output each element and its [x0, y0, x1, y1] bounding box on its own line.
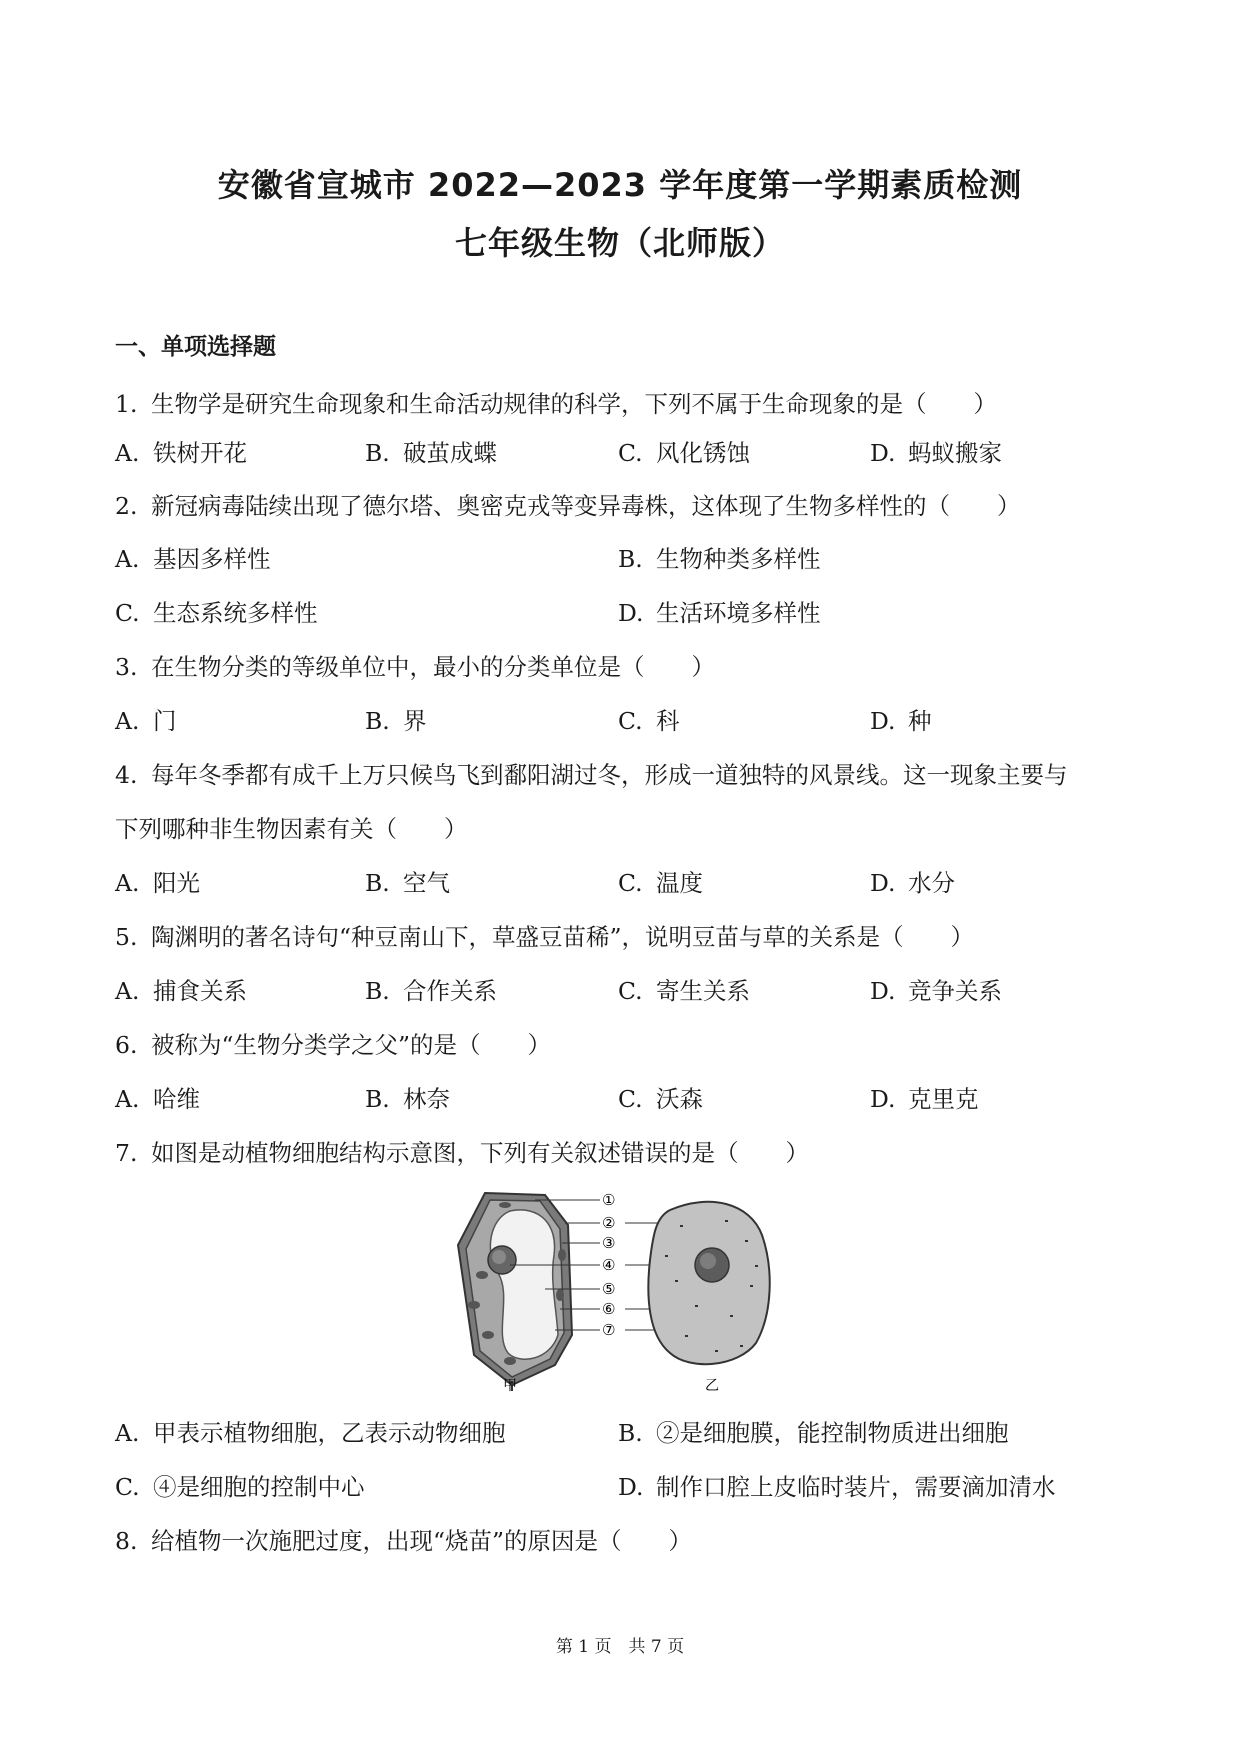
question-number: 3.	[115, 653, 138, 681]
option-5b: B. 合作关系	[365, 977, 497, 1005]
page-subtitle: 七年级生物（北师版）	[454, 224, 785, 262]
section-heading: 一、单项选择题	[115, 334, 276, 360]
option-4a: A. 阳光	[115, 869, 200, 897]
option-2a: A. 基因多样性	[115, 545, 271, 573]
option-6b: B. 林奈	[365, 1085, 450, 1113]
question-6	[115, 1026, 551, 1060]
question-1	[115, 385, 997, 419]
plant-cell-label: 甲	[503, 1378, 517, 1394]
question-number: 4.	[115, 761, 138, 789]
option-7b: B. ②是细胞膜，能控制物质进出细胞	[618, 1419, 1009, 1447]
question-number: 7.	[115, 1139, 138, 1167]
option-4d: D. 水分	[870, 869, 955, 897]
question-number: 8.	[115, 1527, 138, 1555]
option-1d: D. 蚂蚁搬家	[870, 439, 1002, 467]
option-2d: D. 生活环境多样性	[618, 599, 821, 627]
animal-cell-label: 乙	[705, 1378, 719, 1394]
option-1a: A. 铁树开花	[115, 439, 247, 467]
question-4-continued	[115, 810, 468, 844]
question-stem: 新冠病毒陆续出现了德尔塔、奥密克戎等变异毒株，这体现了生物多样性的（ ）	[151, 492, 1021, 520]
question-2	[115, 487, 1021, 521]
page-title: 安徽省宣城市 2022—2023 学年度第一学期素质检测	[217, 166, 1023, 204]
option-1c: C. 风化锈蚀	[618, 439, 750, 467]
option-3a: A. 门	[115, 707, 177, 735]
question-number: 2.	[115, 492, 138, 520]
option-3b: B. 界	[365, 707, 427, 735]
option-5a: A. 捕食关系	[115, 977, 247, 1005]
question-stem: 被称为“生物分类学之父”的是（ ）	[151, 1031, 552, 1059]
option-7d: D. 制作口腔上皮临时装片，需要滴加清水	[618, 1473, 1056, 1501]
marker-4: ④	[602, 1256, 616, 1274]
option-3c: C. 科	[618, 707, 680, 735]
option-5d: D. 竞争关系	[870, 977, 1002, 1005]
option-6d: D. 克里克	[870, 1085, 979, 1113]
question-stem: 陶渊明的著名诗句“种豆南山下，草盛豆苗稀”，说明豆苗与草的关系是（ ）	[151, 923, 975, 951]
question-7	[115, 1134, 809, 1168]
option-4c: C. 温度	[618, 869, 703, 897]
option-7c: C. ④是细胞的控制中心	[115, 1473, 365, 1501]
cell-structure-figure	[450, 1185, 800, 1395]
question-number: 5.	[115, 923, 138, 951]
marker-2: ②	[602, 1214, 616, 1232]
question-stem: 生物学是研究生命现象和生命活动规律的科学，下列不属于生命现象的是（ ）	[151, 390, 997, 418]
option-6c: C. 沃森	[618, 1085, 703, 1113]
question-stem: 如图是动植物细胞结构示意图，下列有关叙述错误的是（ ）	[151, 1139, 809, 1167]
option-6a: A. 哈维	[115, 1085, 200, 1113]
question-8	[115, 1522, 692, 1556]
option-2c: C. 生态系统多样性	[115, 599, 318, 627]
question-stem: 每年冬季都有成千上万只候鸟飞到鄱阳湖过冬，形成一道独特的风景线。这一现象主要与	[151, 761, 1068, 789]
option-1b: B. 破茧成蝶	[365, 439, 497, 467]
question-4	[115, 756, 1068, 790]
marker-7: ⑦	[602, 1321, 616, 1339]
option-5c: C. 寄生关系	[618, 977, 750, 1005]
question-stem: 在生物分类的等级单位中，最小的分类单位是（ ）	[151, 653, 715, 681]
question-stem: 给植物一次施肥过度，出现“烧苗”的原因是（ ）	[151, 1527, 693, 1555]
marker-6: ⑥	[602, 1300, 616, 1318]
marker-5: ⑤	[602, 1280, 616, 1298]
marker-1: ①	[602, 1191, 616, 1209]
question-3	[115, 648, 715, 682]
option-7a: A. 甲表示植物细胞，乙表示动物细胞	[115, 1419, 506, 1447]
question-5	[115, 918, 974, 952]
option-3d: D. 种	[870, 707, 932, 735]
question-stem: 下列哪种非生物因素有关（ ）	[115, 815, 468, 843]
option-4b: B. 空气	[365, 869, 450, 897]
marker-3: ③	[602, 1234, 616, 1252]
question-number: 6.	[115, 1031, 138, 1059]
plant-cell	[458, 1193, 572, 1391]
animal-cell	[648, 1202, 769, 1364]
option-2b: B. 生物种类多样性	[618, 545, 821, 573]
page-footer: 第 1 页 共 7 页	[555, 1637, 685, 1657]
question-number: 1.	[115, 390, 138, 418]
